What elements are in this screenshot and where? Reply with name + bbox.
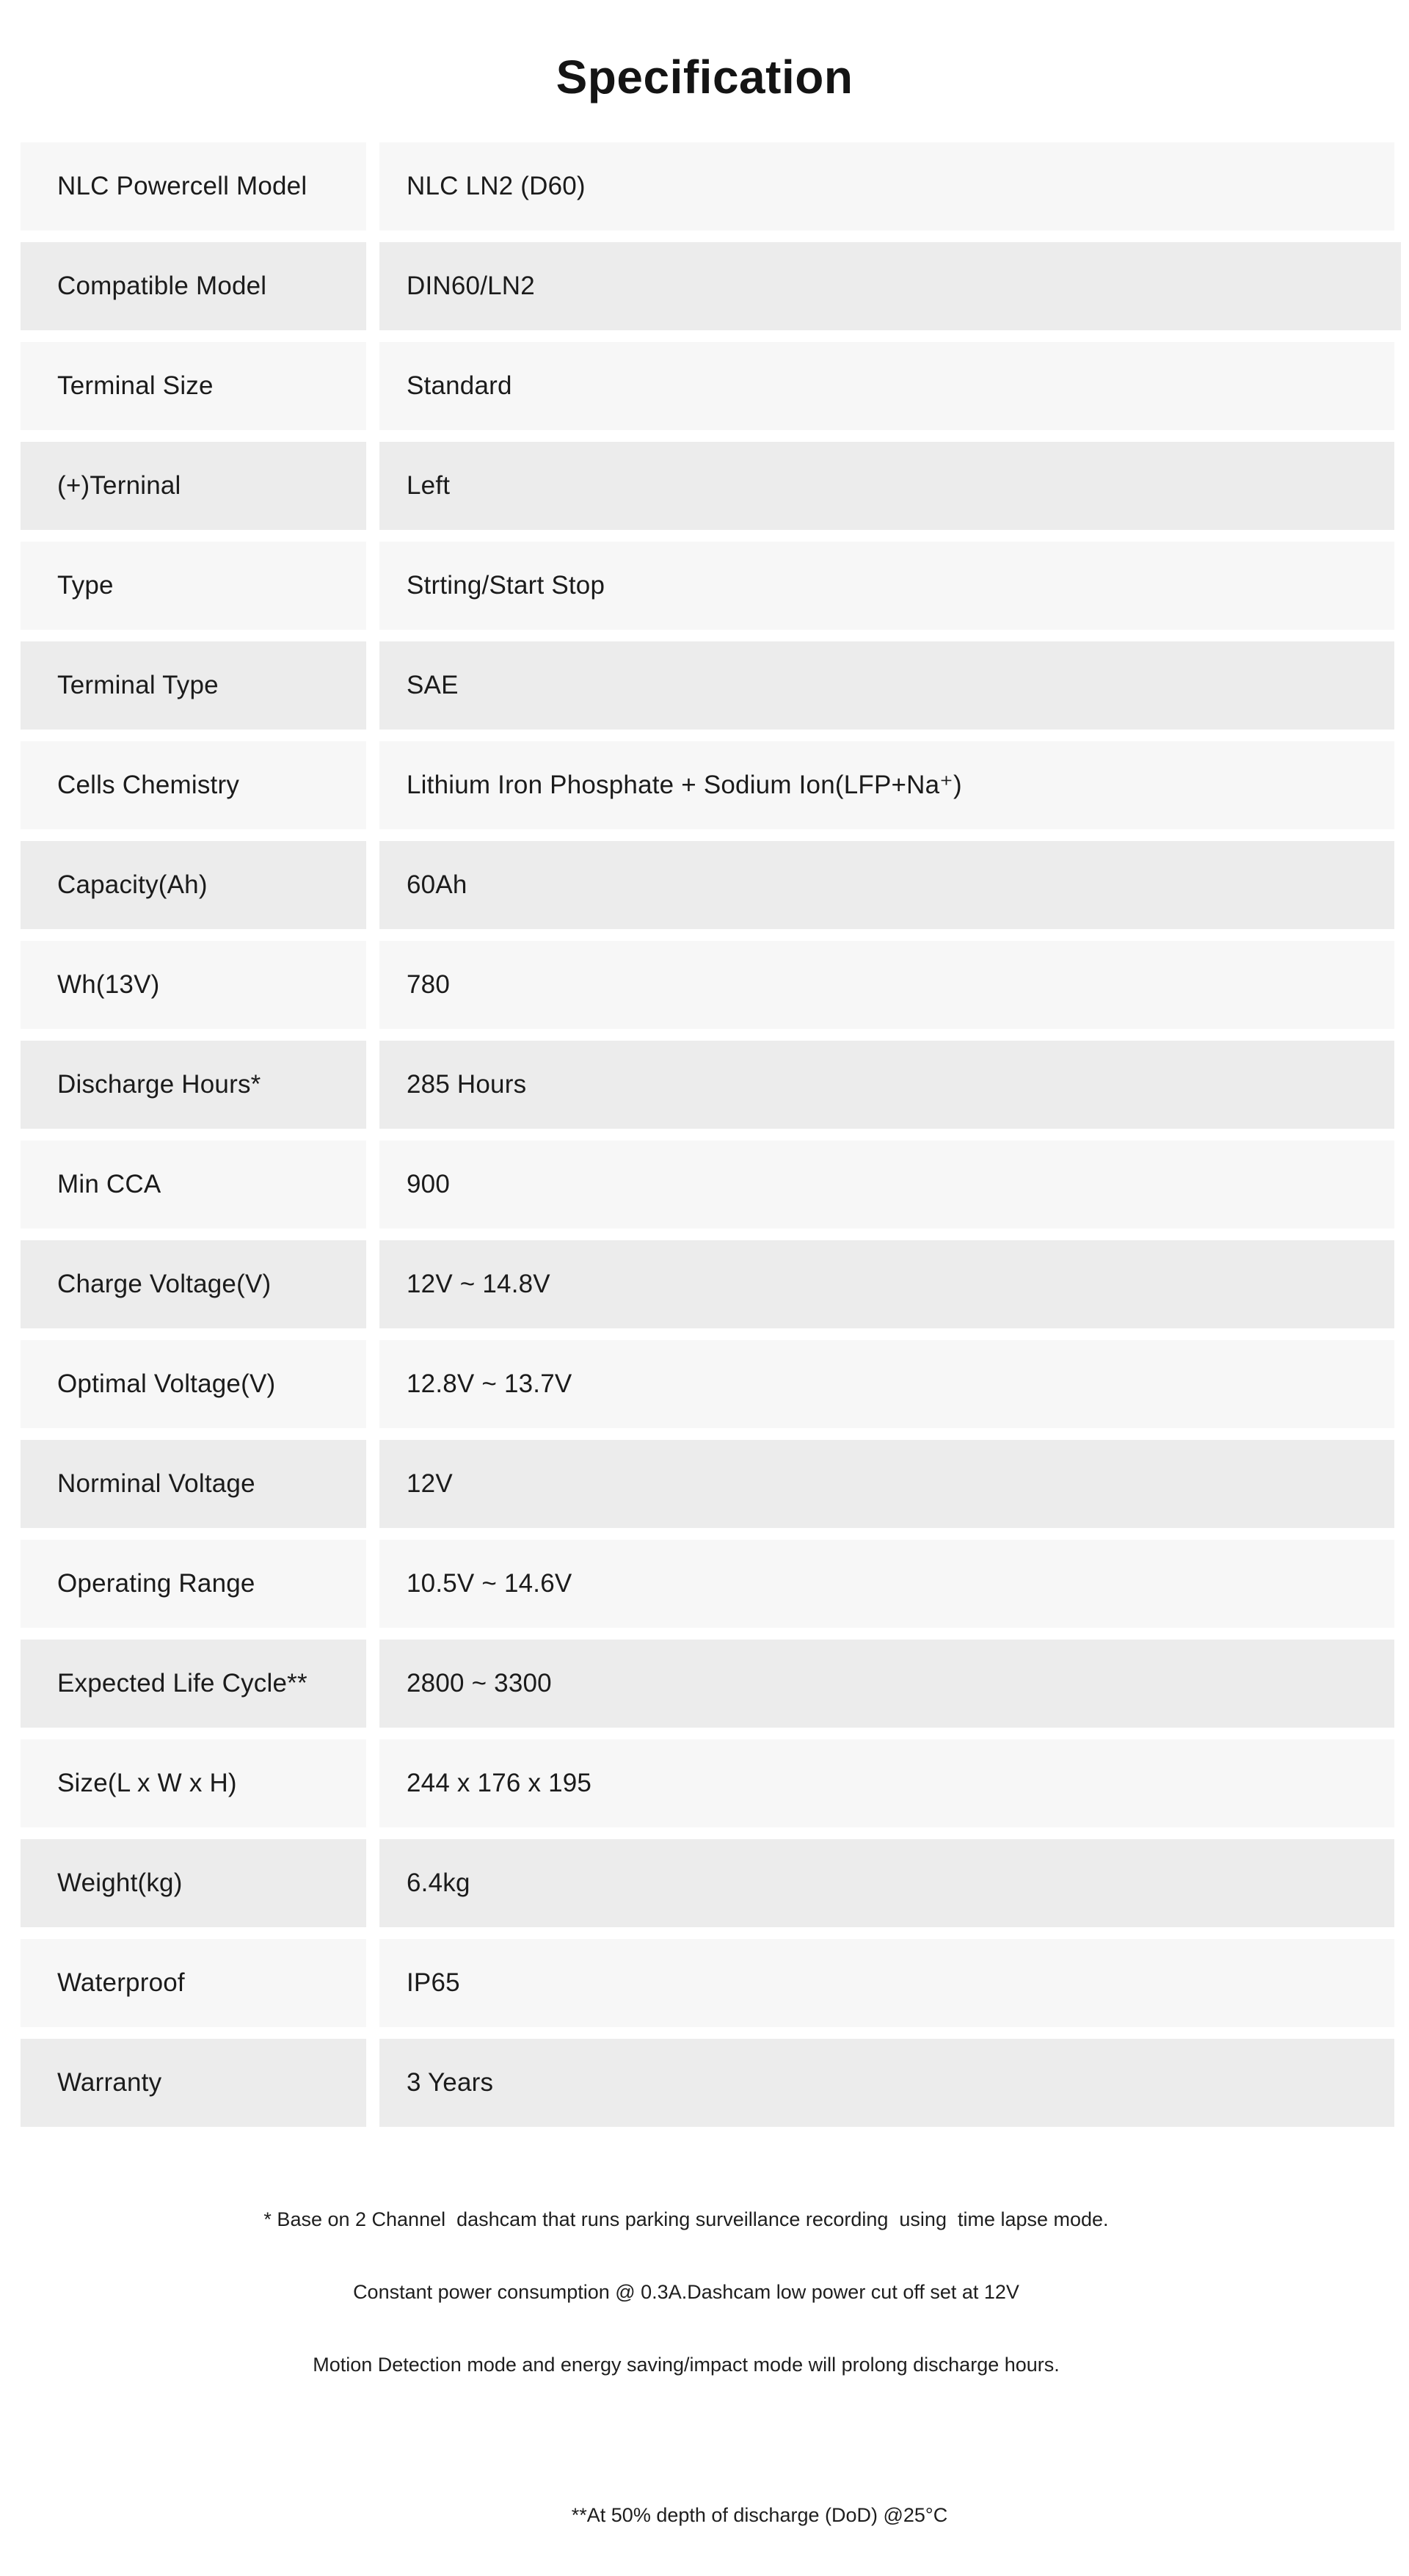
spec-row [21, 2039, 1394, 2127]
spec-row [21, 1939, 1394, 2027]
spec-label-text: Discharge Hours* [57, 1070, 261, 1099]
spec-row [21, 342, 1394, 430]
spec-row [21, 442, 1394, 530]
spec-label-text: Size(L x W x H) [57, 1769, 237, 1797]
spec-label-cell [21, 1140, 366, 1229]
spec-value-cell [379, 1939, 1394, 2027]
spec-value-text: Lithium Iron Phosphate + Sodium Ion(LFP+Na⁺) [407, 771, 962, 799]
spec-label-text: Cells Chemistry [57, 771, 240, 799]
spec-label-cell [21, 442, 366, 530]
spec-value-text: 60Ah [407, 870, 467, 899]
spec-label-cell [21, 2039, 366, 2127]
footnote-block-2 [55, 2455, 1409, 2576]
spec-row [21, 1739, 1394, 1827]
spec-row [21, 1440, 1394, 1528]
spec-label-cell [21, 1939, 366, 2027]
spec-label-text: Optimal Voltage(V) [57, 1369, 276, 1398]
spec-row [21, 741, 1394, 829]
spec-value-cell [379, 1540, 1394, 1628]
spec-value-text: IP65 [407, 1968, 460, 1997]
spec-value-cell [379, 1640, 1394, 1728]
spec-value-text: 244 x 176 x 195 [407, 1769, 592, 1797]
spec-row [21, 1839, 1394, 1927]
spec-label-text: Weight(kg) [57, 1869, 183, 1897]
spec-label-text: Expected Life Cycle** [57, 1669, 307, 1698]
spec-row [21, 1340, 1394, 1428]
spec-label-cell [21, 542, 366, 630]
spec-value-cell [379, 1340, 1394, 1428]
spec-value-text: 780 [407, 970, 450, 999]
spec-value-text: Left [407, 471, 451, 500]
spec-value-text: SAE [407, 671, 459, 699]
spec-label-cell [21, 1041, 366, 1129]
spec-value-cell [379, 941, 1394, 1029]
spec-label-text: Type [57, 571, 114, 600]
spec-row [21, 941, 1394, 1029]
spec-label-cell [21, 1340, 366, 1428]
footnote-note-2: **At 50% depth of discharge (DoD) @25°C [571, 2504, 948, 2526]
spec-label-text: Operating Range [57, 1569, 255, 1598]
spec-label-text: NLC Powercell Model [57, 172, 307, 200]
spec-label-cell [21, 1240, 366, 1328]
spec-label-text: Norminal Voltage [57, 1469, 255, 1498]
spec-label-cell [21, 1640, 366, 1728]
spec-row [21, 841, 1394, 929]
spec-label-text: Warranty [57, 2068, 162, 2097]
spec-value-text: 3 Years [407, 2068, 494, 2097]
spec-value-text: 285 Hours [407, 1070, 527, 1099]
footnote-line-3: Motion Detection mode and energy saving/impact mode will prolong discharge hours. [313, 2354, 1060, 2376]
spec-value-text: Strting/Start Stop [407, 571, 605, 600]
spec-label-cell [21, 941, 366, 1029]
spec-label-cell [21, 741, 366, 829]
spec-label-cell [21, 1440, 366, 1528]
footnote-line-2: Constant power consumption @ 0.3A.Dashcam low power cut off set at 12V [353, 2281, 1019, 2303]
footnote-line-1: * Base on 2 Channel dashcam that runs parking surveillance recording using time lapse mode. [263, 2208, 1109, 2230]
spec-row [21, 542, 1394, 630]
spec-value-cell [379, 1739, 1394, 1827]
spec-row [21, 242, 1394, 330]
spec-value-cell [379, 342, 1394, 430]
spec-value-cell [379, 442, 1394, 530]
spec-value-cell [379, 641, 1394, 729]
spec-row [21, 1540, 1394, 1628]
spec-label-cell [21, 142, 366, 230]
specification-table [21, 142, 1394, 2127]
spec-label-text: Min CCA [57, 1170, 161, 1198]
spec-row [21, 641, 1394, 729]
spec-label-cell [21, 1839, 366, 1927]
spec-label-text: Charge Voltage(V) [57, 1270, 272, 1298]
spec-value-cell [379, 1140, 1394, 1229]
spec-label-cell [21, 1739, 366, 1827]
spec-value-cell [379, 542, 1394, 630]
spec-value-text: 900 [407, 1170, 450, 1198]
spec-label-cell [21, 342, 366, 430]
spec-value-text: 12.8V ~ 13.7V [407, 1369, 572, 1398]
spec-value-cell [379, 242, 1401, 330]
spec-value-text: 2800 ~ 3300 [407, 1669, 552, 1698]
spec-value-text: 10.5V ~ 14.6V [407, 1569, 572, 1598]
spec-value-text: Standard [407, 371, 512, 400]
spec-value-cell [379, 741, 1394, 829]
spec-value-cell [379, 1440, 1394, 1528]
spec-value-cell [379, 841, 1394, 929]
footnote-block-1 [0, 2159, 1391, 2426]
spec-value-text: NLC LN2 (D60) [407, 172, 586, 200]
spec-label-text: (+)Terninal [57, 471, 181, 500]
spec-label-cell [21, 841, 366, 929]
spec-row [21, 1041, 1394, 1129]
spec-value-cell [379, 1240, 1394, 1328]
spec-label-text: Compatible Model [57, 272, 267, 300]
spec-value-cell [379, 142, 1394, 230]
spec-value-text: 12V [407, 1469, 453, 1498]
spec-value-text: 6.4kg [407, 1869, 470, 1897]
spec-label-text: Terminal Size [57, 371, 214, 400]
spec-value-text: DIN60/LN2 [407, 272, 535, 300]
spec-label-text: Terminal Type [57, 671, 219, 699]
spec-value-cell [379, 1839, 1394, 1927]
spec-value-cell [379, 1041, 1394, 1129]
header [0, 0, 1409, 142]
spec-row [21, 1140, 1394, 1229]
spec-label-cell [21, 1540, 366, 1628]
spec-label-cell [21, 242, 366, 330]
spec-row [21, 142, 1394, 230]
page-title: Specification [556, 51, 853, 103]
spec-label-cell [21, 641, 366, 729]
spec-label-text: Waterproof [57, 1968, 185, 1997]
spec-label-text: Capacity(Ah) [57, 870, 208, 899]
spec-row [21, 1240, 1394, 1328]
spec-value-text: 12V ~ 14.8V [407, 1270, 550, 1298]
spec-value-cell [379, 2039, 1394, 2127]
spec-row [21, 1640, 1394, 1728]
spec-label-text: Wh(13V) [57, 970, 160, 999]
